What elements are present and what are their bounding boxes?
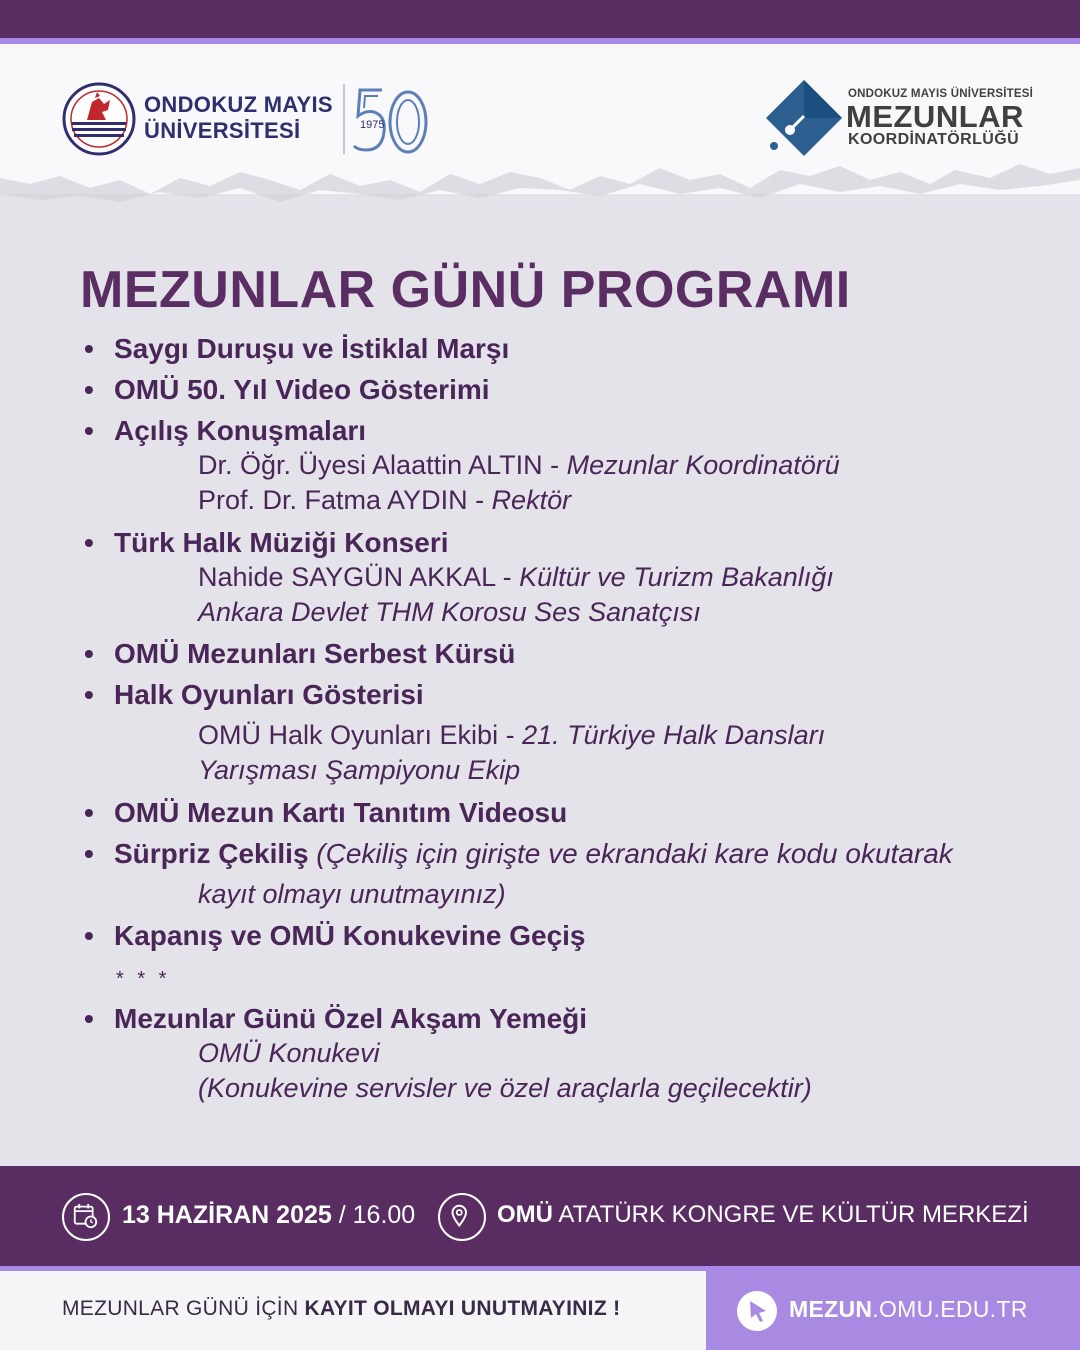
reminder-normal: MEZUNLAR GÜNÜ İÇİN	[62, 1297, 305, 1320]
event-place-bold: OMÜ	[497, 1201, 553, 1228]
event-date	[122, 1201, 415, 1230]
program-item: • Kapanış ve OMÜ Konukevine Geçiş	[114, 920, 586, 952]
event-place-rest: ATATÜRK KONGRE VE KÜLTÜR MERKEZİ	[553, 1201, 1029, 1228]
raffle-label: Sürpriz Çekiliş	[114, 838, 309, 869]
event-date-day: 13 HAZİRAN 2025	[122, 1201, 332, 1229]
cursor-arrow-icon	[737, 1291, 777, 1331]
omu-logo-icon	[62, 82, 136, 156]
torn-paper-edge	[0, 150, 1080, 220]
anniversary-50-logo	[352, 82, 432, 158]
website-rest: .OMU.EDU.TR	[872, 1296, 1028, 1322]
program-item: • OMÜ Mezun Kartı Tanıtım Videosu	[114, 797, 567, 829]
anniversary-year: 1975	[360, 119, 385, 131]
separator: * * *	[116, 968, 171, 990]
registration-reminder	[62, 1297, 620, 1321]
mezunlar-logo-icon	[764, 80, 844, 156]
team-title: 21. Türkiye Halk Dansları	[522, 720, 826, 750]
performer-role: Kültür ve Turizm Bakanlığı	[519, 562, 834, 592]
university-name	[144, 92, 333, 144]
calendar-clock-icon	[62, 1193, 110, 1241]
program-title: MEZUNLAR GÜNÜ PROGRAMI	[80, 261, 851, 319]
raffle-note: (Çekiliş için girişte ve ekrandaki kare kodu okutarak	[308, 838, 953, 869]
program-sub-item: OMÜ Konukevi	[198, 1038, 380, 1068]
program-item: • Halk Oyunları Gösterisi	[114, 679, 424, 711]
event-time: / 16.00	[331, 1201, 416, 1229]
program-item: • Açılış Konuşmaları	[114, 415, 366, 447]
top-bar	[0, 0, 1080, 38]
speaker-name: Prof. Dr. Fatma AYDIN -	[198, 485, 492, 515]
performer-name: Nahide SAYGÜN AKKAL -	[198, 562, 520, 592]
website-link[interactable]	[789, 1296, 1028, 1323]
header-divider	[343, 84, 345, 154]
coordinator-sub: KOORDİNATÖRLÜĞÜ	[848, 131, 1020, 148]
program-sub-item	[198, 485, 571, 516]
program-sub-item	[198, 562, 834, 593]
program-item: • Mezunlar Günü Özel Akşam Yemeği	[114, 1003, 587, 1035]
website-bold: MEZUN	[789, 1296, 873, 1322]
reminder-bold: KAYIT OLMAYI UNUTMAYINIZ !	[304, 1297, 621, 1320]
team-name: OMÜ Halk Oyunları Ekibi -	[198, 720, 523, 750]
program-sub-item: Ankara Devlet THM Korosu Ses Sanatçısı	[198, 597, 701, 627]
program-sub-item	[198, 450, 840, 481]
coordinator-main: MEZUNLAR	[846, 99, 1024, 134]
program-item: • OMÜ 50. Yıl Video Gösterimi	[114, 374, 490, 406]
program-sub-item: Yarışması Şampiyonu Ekip	[198, 755, 521, 785]
program-item: • Saygı Duruşu ve İstiklal Marşı	[114, 333, 509, 365]
program-item: • OMÜ Mezunları Serbest Kürsü	[114, 638, 515, 670]
speaker-role: Mezunlar Koordinatörü	[566, 450, 840, 480]
program-item: • Türk Halk Müziği Konseri	[114, 527, 449, 559]
program-item	[114, 838, 953, 870]
raffle-note-continued: kayıt olmayı unutmayınız)	[198, 879, 506, 909]
speaker-role: Rektör	[491, 485, 572, 515]
university-name-line1: ONDOKUZ MAYIS	[144, 92, 333, 117]
location-pin-icon	[438, 1193, 486, 1241]
speaker-name: Dr. Öğr. Üyesi Alaattin ALTIN -	[198, 450, 567, 480]
university-name-line2: ÜNİVERSİTESİ	[144, 118, 301, 143]
coordinator-university: ONDOKUZ MAYIS ÜNİVERSİTESİ	[848, 88, 1033, 100]
event-place	[497, 1201, 1029, 1229]
program-sub-item: (Konukevine servisler ve özel araçlarla geçilecektir)	[198, 1073, 812, 1103]
program-sub-item	[198, 720, 825, 751]
